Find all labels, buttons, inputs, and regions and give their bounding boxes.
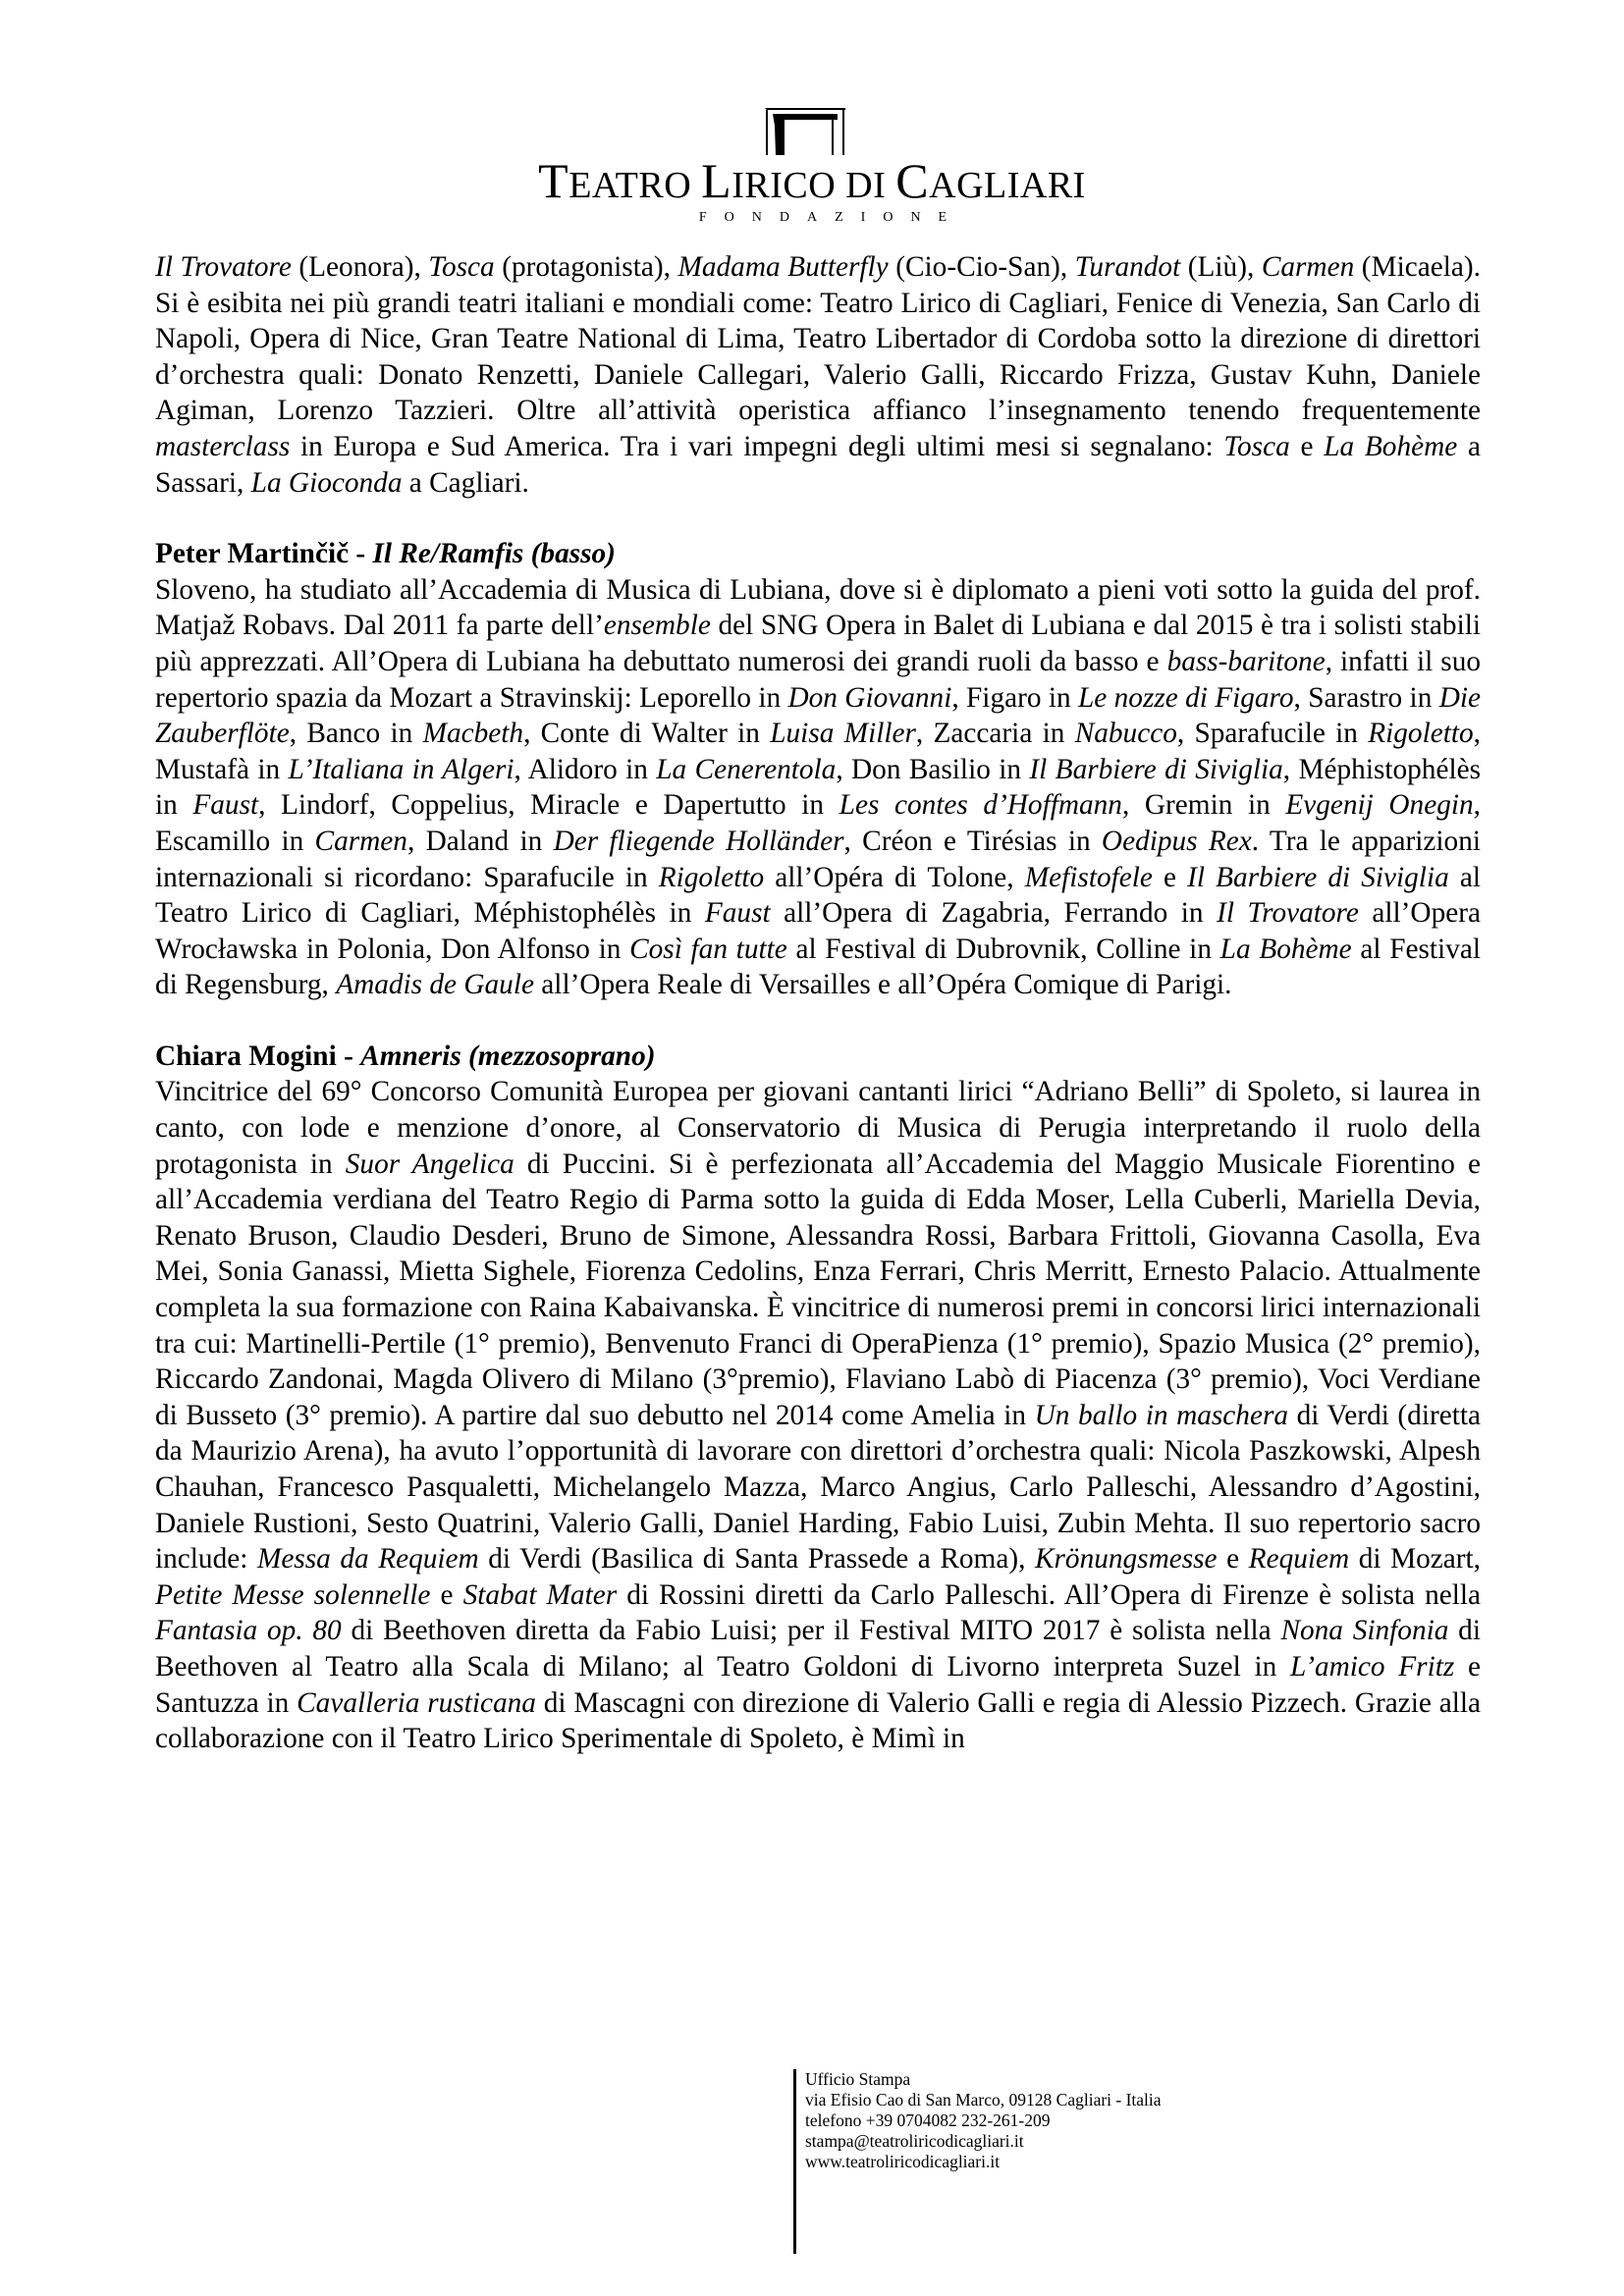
document-body [155, 249, 1481, 1757]
email-link[interactable]: stampa@teatroliricodicagliari.it [805, 2131, 1024, 2151]
phone: telefono +39 0704082 232-261-209 [805, 2110, 1051, 2130]
intro-paragraph: Il Trovatore (Leonora), Tosca (protagonista), Madama Butterfly (Cio-Cio-San), Turandot (Liù), Carmen (Micaela). Si è esibita nei più grandi teatri italiani e mondiali come: Teatro Lirico di Cagliari, Fenice di Venezia, San Carlo di Napoli, Opera di Nice, Gran Teatre National di Lima, Teatro Libertador di Cordoba sotto la direzione di direttori d’orchestra quali: Donato Renzetti, Daniele Callegari, Valerio Galli, Riccardo Frizza, Gustav Kuhn, Daniele Agiman, Lorenzo Tazzieri. Oltre all’attività operistica affianco l’insegnamento tenendo frequentemente masterclass in Europa e Sud America. Tra i vari impegni degli ultimi mesi si segnalano: Tosca e La Bohème a Sassari, La Gioconda a Cagliari. [155, 251, 1482, 499]
address: via Efisio Cao di San Marco, 09128 Cagliari - Italia [805, 2090, 1162, 2109]
website-link[interactable]: www.teatroliricodicagliari.it [805, 2152, 1001, 2171]
office-label: Ufficio Stampa [805, 2069, 911, 2089]
section-heading-martincic: Peter Martinčič - Il Re/Ramfis (basso) [155, 538, 616, 570]
org-name: TEATRO LIRICO DI CAGLIARI [538, 153, 1086, 208]
press-office-contact [793, 2069, 1296, 2254]
bio-paragraph-mogini: Vincitrice del 69° Concorso Comunità Europea per giovani cantanti lirici “Adriano Belli” di Spoleto, si laurea in canto, con lode e menzione d’onore, al Conservatorio di Musica di Perugia interpretando il ruolo della protagonista in Suor Angelica di Puccini. Si è perfezionata all’Accademia del Maggio Musicale Fiorentino e all’Accademia verdiana del Teatro Regio di Parma sotto la guida di Edda Moser, Lella Cuberli, Mariella Devia, Renato Bruson, Claudio Desderi, Bruno de Simone, Alessandra Rossi, Barbara Frittoli, Giovanna Casolla, Eva Mei, Sonia Ganassi, Mietta Sighele, Fiorenza Cedolins, Enza Ferrari, Chris Merritt, Ernesto Palacio. Attualmente completa la sua formazione con Raina Kabaivanska. È vincitrice di numerosi premi in concorsi lirici internazionali tra cui: Martinelli-Pertile (1° premio), Benvenuto Franci di OperaPienza (1° premio), Spazio Musica (2° premio), Riccardo Zandonai, Magda Olivero di Milano (3°premio), Flaviano Labò di Piacenza (3° premio), Voci Verdiane di Busseto (3° premio). A partire dal suo debutto nel 2014 come Amelia in Un ballo in maschera di Verdi (diretta da Maurizio Arena), ha avuto l’opportunità di lavorare con direttori d’orchestra quali: Nicola Paszkowski, Alpesh Chauhan, Francesco Pasqualetti, Michelangelo Mazza, Marco Angius, Carlo Palleschi, Alessandro d’Agostini, Daniele Rustioni, Sesto Quatrini, Valerio Galli, Daniel Harding, Fabio Luisi, Zubin Mehta. Il suo repertorio sacro include: Messa da Requiem di Verdi (Basilica di Santa Prassede a Roma), Krönungsmesse e Requiem di Mozart, Petite Messe solennelle e Stabat Mater di Rossini diretti da Carlo Palleschi. All’Opera di Firenze è solista nella Fantasia op. 80 di Beethoven diretta da Fabio Luisi; per il Festival MITO 2017 è solista nella Nona Sinfonia di Beethoven al Teatro alla Scala di Milano; al Teatro Goldoni di Livorno interpreta Suzel in L’amico Fritz e Santuzza in Cavalleria rusticana di Mascagni con direzione di Valerio Galli e regia di Alessio Pizzech. Grazie alla collaborazione con il Teatro Lirico Sperimentale di Spoleto, è Mimì in [155, 1076, 1482, 1755]
bio-paragraph-martincic: Sloveno, ha studiato all’Accademia di Musica di Lubiana, dove si è diplomato a pieni voti sotto la guida del prof. Matjaž Robavs. Dal 2011 fa parte dell’ensemble del SNG Opera in Balet di Lubiana e dal 2015 è tra i solisti stabili più apprezzati. All’Opera di Lubiana ha debuttato numerosi dei grandi ruoli da basso e bass-baritone, infatti il suo repertorio spazia da Mozart a Stravinskij: Leporello in Don Giovanni, Figaro in Le nozze di Figaro, Sarastro in Die Zauberflöte, Banco in Macbeth, Conte di Walter in Luisa Miller, Zaccaria in Nabucco, Sparafucile in Rigoletto, Mustafà in L’Italiana in Algeri, Alidoro in La Cenerentola, Don Basilio in Il Barbiere di Siviglia, Méphistophélès in Faust, Lindorf, Coppelius, Miracle e Dapertutto in Les contes d’Hoffmann, Gremin in Evgenij Onegin, Escamillo in Carmen, Daland in Der fliegende Holländer, Créon e Tirésias in Oedipus Rex. Tra le apparizioni internazionali si ricordano: Sparafucile in Rigoletto all’Opéra di Tolone, Mefistofele e Il Barbiere di Siviglia al Teatro Lirico di Cagliari, Méphistophélès in Faust all’Opera di Zagabria, Ferrando in Il Trovatore all’Opera Wrocławska in Polonia, Don Alfonso in Così fan tutte al Festival di Dubrovnik, Colline in La Bohème al Festival di Regensburg, Amadis de Gaule all’Opera Reale di Versailles e all’Opéra Comique di Parigi. [155, 573, 1482, 1001]
section-heading-mogini: Chiara Mogini - Amneris (mezzosoprano) [155, 1040, 656, 1072]
theatre-curtain-icon [763, 106, 847, 157]
org-subtitle: FONDAZIONE [698, 210, 965, 225]
